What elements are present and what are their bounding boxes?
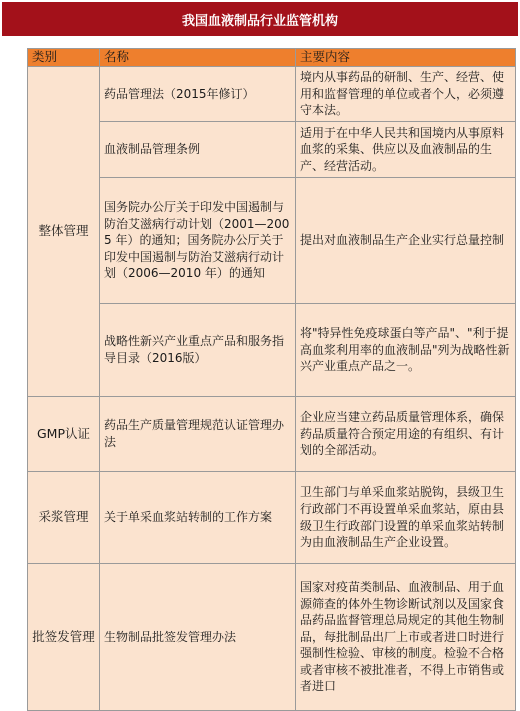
content-cell: 境内从事药品的研制、生产、经营、使用和监督管理的单位或者个人，必须遵守本法。 [296,67,516,122]
category-cell: 批签发管理 [28,564,100,711]
table-row [28,564,516,711]
page-title: 我国血液制品行业监管机构 [2,2,518,36]
regulation-table [27,48,516,711]
category-cell: 整体管理 [28,67,100,397]
name-cell: 药品管理法（2015年修订） [100,67,296,122]
table-row [28,122,516,178]
name-cell: 血液制品管理条例 [100,122,296,178]
content-cell: 卫生部门与单采血浆站脱钩，县级卫生行政部门不再设置单采血浆站，原由县级卫生行政部门设置的单采血浆站转制为由血液制品生产企业设置。 [296,472,516,564]
content-cell: 国家对疫苗类制品、血液制品、用于血源筛查的体外生物诊断试剂以及国家食品药品监督管理总局规定的其他生物制品，每批制品出厂上市或者进口时进行强制性检验、审核的制度。检验不合格或者审核不被批准者，不得上市销售或者进口 [296,564,516,711]
header-category: 类别 [28,49,100,67]
content-cell: 提出对血液制品生产企业实行总量控制 [296,178,516,304]
table-header-row [28,49,516,67]
content-cell: 企业应当建立药品质量管理体系，确保药品质量符合预定用途的有组织、有计划的全部活动。 [296,397,516,472]
name-cell: 关于单采血浆站转制的工作方案 [100,472,296,564]
category-cell: 采浆管理 [28,472,100,564]
table-row [28,472,516,564]
content-cell: 适用于在中华人民共和国境内从事原料血浆的采集、供应以及血液制品的生产、经营活动。 [296,122,516,178]
table-row [28,178,516,304]
header-name: 名称 [100,49,296,67]
table-row [28,67,516,122]
table-row [28,304,516,397]
name-cell: 药品生产质量管理规范认证管理办法 [100,397,296,472]
header-content: 主要内容 [296,49,516,67]
content-cell: 将"特异性免疫球蛋白等产品"、"利于提高血浆利用率的血液制品"列为战略性新兴产业重点产品之一。 [296,304,516,397]
name-cell: 战略性新兴产业重点产品和服务指导目录（2016版） [100,304,296,397]
name-cell: 生物制品批签发管理办法 [100,564,296,711]
name-cell: 国务院办公厅关于印发中国遏制与防治艾滋病行动计划（2001—2005 年）的通知；国务院办公厅关于印发中国遏制与防治艾滋病行动计划（2006—2010 年）的通知 [100,178,296,304]
table-row [28,397,516,472]
category-cell: GMP认证 [28,397,100,472]
